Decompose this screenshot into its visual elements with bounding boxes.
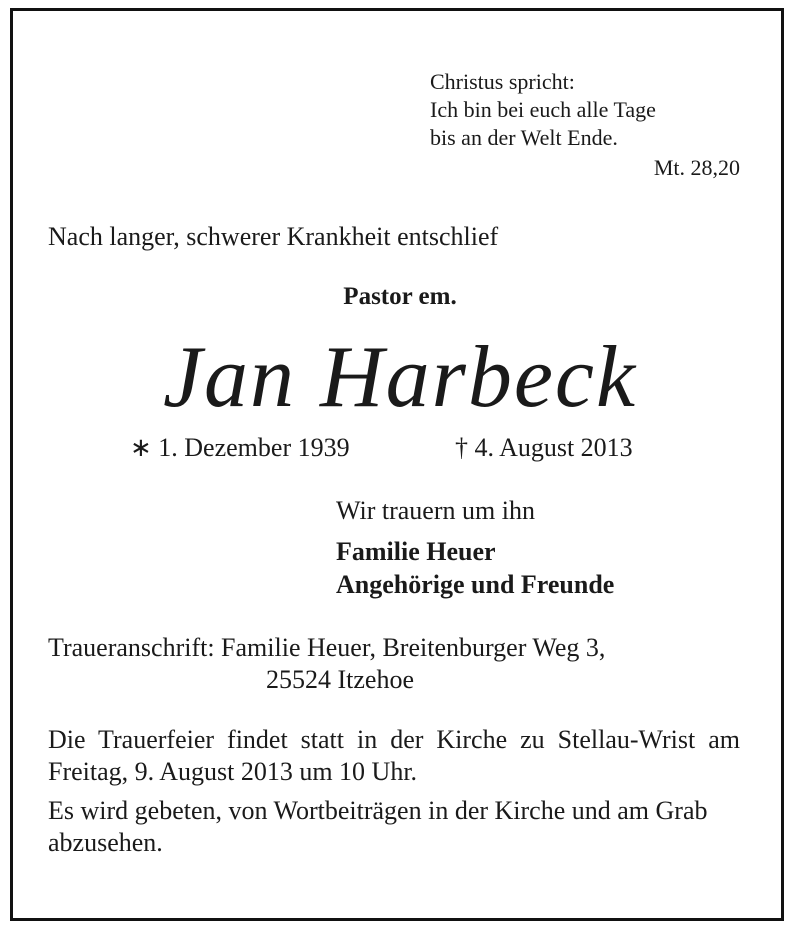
mourners-block — [336, 494, 614, 601]
birth-date: ∗ 1. Dezember 1939 — [130, 433, 350, 462]
mourner-relatives: Angehörige und Freunde — [336, 570, 615, 599]
mourner-family: Familie Heuer — [336, 537, 496, 566]
mourning-lead: Wir trauern um ihn — [336, 496, 535, 525]
quote-line-3: bis an der Welt Ende. — [430, 125, 618, 150]
bible-quote — [430, 68, 740, 182]
ceremony-info: Die Trauerfeier findet statt in der Kirche zu Stellau-Wrist am Freitag, 9. August 2013 um 10 Uhr. — [48, 725, 740, 786]
deceased-name: Jan Harbeck — [162, 329, 638, 426]
quote-line-2: Ich bin bei euch alle Tage — [430, 97, 656, 122]
mourning-address — [48, 632, 748, 696]
quote-reference: Mt. 28,20 — [653, 155, 740, 180]
address-line-2: 25524 Itzehoe — [266, 665, 415, 694]
death-date: † 4. August 2013 — [455, 433, 633, 462]
request-note: Es wird gebeten, von Wortbeiträgen in der Kirche und am Grab abzusehen. — [48, 796, 708, 857]
intro-text: Nach langer, schwerer Krankheit entschlief — [48, 222, 499, 251]
address-line-1: Traueranschrift: Familie Heuer, Breitenburger Weg 3, — [48, 633, 606, 662]
quote-line-1: Christus spricht: — [430, 69, 575, 94]
deceased-title: Pastor em. — [343, 283, 457, 310]
